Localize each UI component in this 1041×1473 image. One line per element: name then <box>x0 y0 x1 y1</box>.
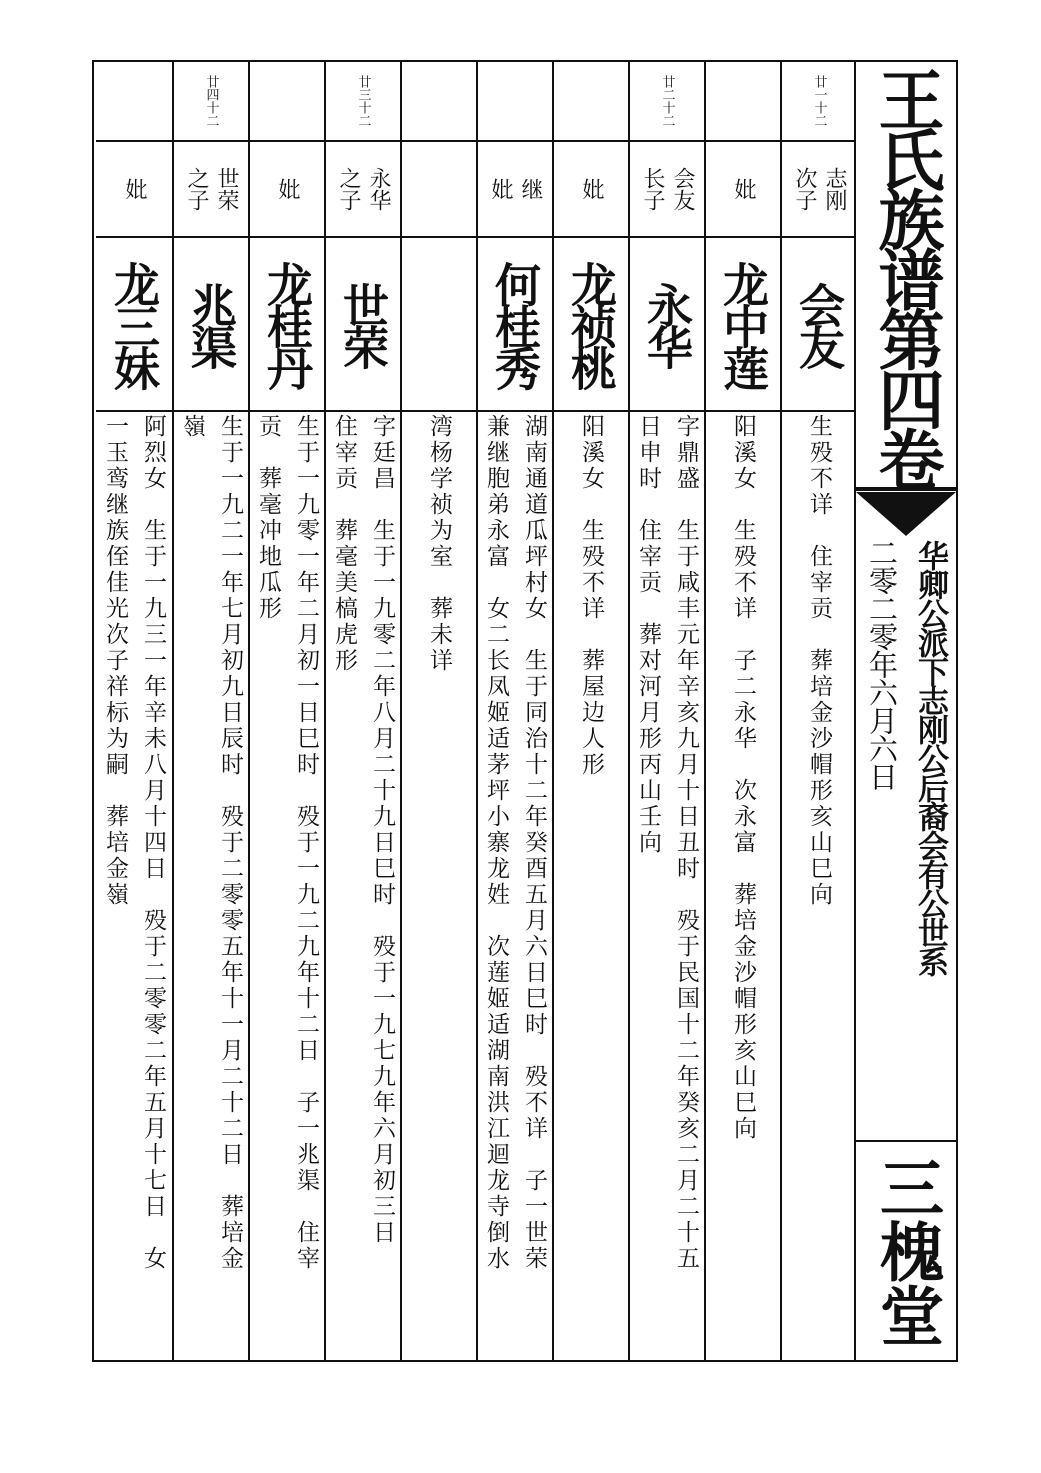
relation-label: 继 妣 <box>488 178 543 200</box>
relation-label: 永华 之子 <box>336 167 391 211</box>
relation-label: 志刚 次子 <box>792 167 847 211</box>
relation-label-cell <box>706 142 780 238</box>
person-record: 湾杨学祯为室 葬未详 <box>426 414 452 674</box>
generation-label: 廿三十二 <box>355 75 371 127</box>
relation-label-cell <box>250 142 324 238</box>
person-name-cell <box>326 238 400 412</box>
generation-label-cell <box>96 62 172 142</box>
entry-column <box>324 62 400 1360</box>
person-name: 永华 <box>640 282 694 366</box>
person-record-cell <box>402 414 476 1354</box>
person-record-cell <box>706 414 780 1354</box>
person-record-cell <box>96 414 172 1354</box>
relation-label: 妣 <box>122 178 147 200</box>
person-name-cell <box>782 238 856 412</box>
relation-label-cell <box>478 142 552 238</box>
person-record: 生于一九零一年二月初一日巳时 殁于一九二九年十二日 子一兆渠 住宰 贡 葬毫冲地瓜形 <box>255 414 319 1272</box>
entry-column <box>248 62 324 1360</box>
generation-label-cell <box>706 62 780 142</box>
person-record: 湖南通道瓜坪村女 生于同治十二年癸酉五月六日巳时 殁不详 子一世荣 兼继胞弟永富 女二长凤姬适茅坪小寨龙姓 次莲姬适湖南洪江迴龙寺倒水 <box>483 414 547 1272</box>
generation-label: 廿四十二 <box>203 75 219 127</box>
triangle-ornament-icon <box>856 492 956 536</box>
person-name-cell <box>96 238 172 412</box>
side-panel <box>854 62 956 1360</box>
relation-label: 会友 长子 <box>640 167 695 211</box>
person-record: 字鼎盛 生于咸丰元年辛亥九月十日丑时 殁于民国十二年癸亥二月二十五 日申时 住宰贡 葬对河月形丙山壬向 <box>635 414 699 1272</box>
person-record: 阳溪女 生殁不详 葬屋边人形 <box>578 414 604 778</box>
person-record-cell <box>250 414 324 1354</box>
entry-column <box>780 62 856 1360</box>
person-record-cell <box>478 414 552 1354</box>
edition-date: 二零二零年六月六日 <box>865 538 899 790</box>
person-name-cell <box>250 238 324 412</box>
person-record-cell <box>782 414 856 1354</box>
person-name: 何桂秀 <box>488 261 542 387</box>
entry-column <box>552 62 628 1360</box>
generation-label: 廿二十二 <box>659 75 675 127</box>
person-name-cell <box>554 238 628 412</box>
person-record-cell <box>174 414 248 1354</box>
person-record: 生殁不详 住宰贡 葬培金沙帽形亥山巳向 <box>806 414 832 908</box>
person-name-cell <box>402 238 476 412</box>
genealogy-page <box>92 60 958 1362</box>
person-name: 龙桂丹 <box>260 261 314 387</box>
generation-label-cell <box>630 62 704 142</box>
relation-label-cell <box>96 142 172 238</box>
person-name-cell <box>630 238 704 412</box>
generation-label-cell <box>554 62 628 142</box>
person-name: 龙三妹 <box>107 261 161 387</box>
generation-label: 廿一十二 <box>811 75 827 127</box>
generation-label-cell <box>174 62 248 142</box>
hall-name: 三槐堂 <box>869 1155 944 1347</box>
divider <box>856 487 956 491</box>
relation-label-cell <box>326 142 400 238</box>
entry-column <box>96 62 172 1360</box>
divider <box>856 1140 956 1142</box>
person-record-cell <box>554 414 628 1354</box>
generation-label-cell <box>478 62 552 142</box>
branch-title: 华卿公派下志刚公后裔会有公世系 <box>912 540 948 975</box>
person-name: 龙祯桃 <box>564 261 618 387</box>
entry-column <box>704 62 780 1360</box>
entry-column <box>476 62 552 1360</box>
person-name-cell <box>478 238 552 412</box>
person-record: 阿烈女 生于一九三一年辛未八月十四日 殁于二零零二年五月十七日 女 一玉鸾继族侄佳光次子祥标为嗣 葬培金嶺 <box>102 414 166 1272</box>
person-record-cell <box>630 414 704 1354</box>
relation-label: 妣 <box>579 178 604 200</box>
person-name-cell <box>174 238 248 412</box>
entry-column <box>172 62 248 1360</box>
person-name: 兆渠 <box>184 282 238 366</box>
person-record: 字廷昌 生于一九零二年八月二十九日巳时 殁于一九七九年六月初三日 住宰贡 葬毫美槁虎形 <box>331 414 395 1246</box>
relation-label: 妣 <box>275 178 300 200</box>
book-title: 王氏族谱第四卷 <box>867 66 945 486</box>
entry-column <box>628 62 704 1360</box>
relation-label: 妣 <box>731 178 756 200</box>
generation-label-cell <box>782 62 856 142</box>
person-name: 会友 <box>792 282 846 366</box>
person-record-cell <box>326 414 400 1354</box>
person-record: 阳溪女 生殁不详 子二永华 次永富 葬培金沙帽形亥山巳向 <box>730 414 756 1142</box>
generation-label-cell <box>402 62 476 142</box>
relation-label-cell <box>402 142 476 238</box>
relation-label-cell <box>174 142 248 238</box>
relation-label: 世荣 之子 <box>184 167 239 211</box>
person-name-cell <box>706 238 780 412</box>
person-name: 世荣 <box>336 282 390 366</box>
generation-label-cell <box>326 62 400 142</box>
person-record: 生于一九二一年七月初九日辰时 殁于二零零五年十一月二十二日 葬培金 嶺 <box>179 414 243 1272</box>
person-name: 龙中莲 <box>716 261 770 387</box>
generation-label-cell <box>250 62 324 142</box>
relation-label-cell <box>782 142 856 238</box>
relation-label-cell <box>554 142 628 238</box>
relation-label-cell <box>630 142 704 238</box>
entry-column <box>400 62 476 1360</box>
